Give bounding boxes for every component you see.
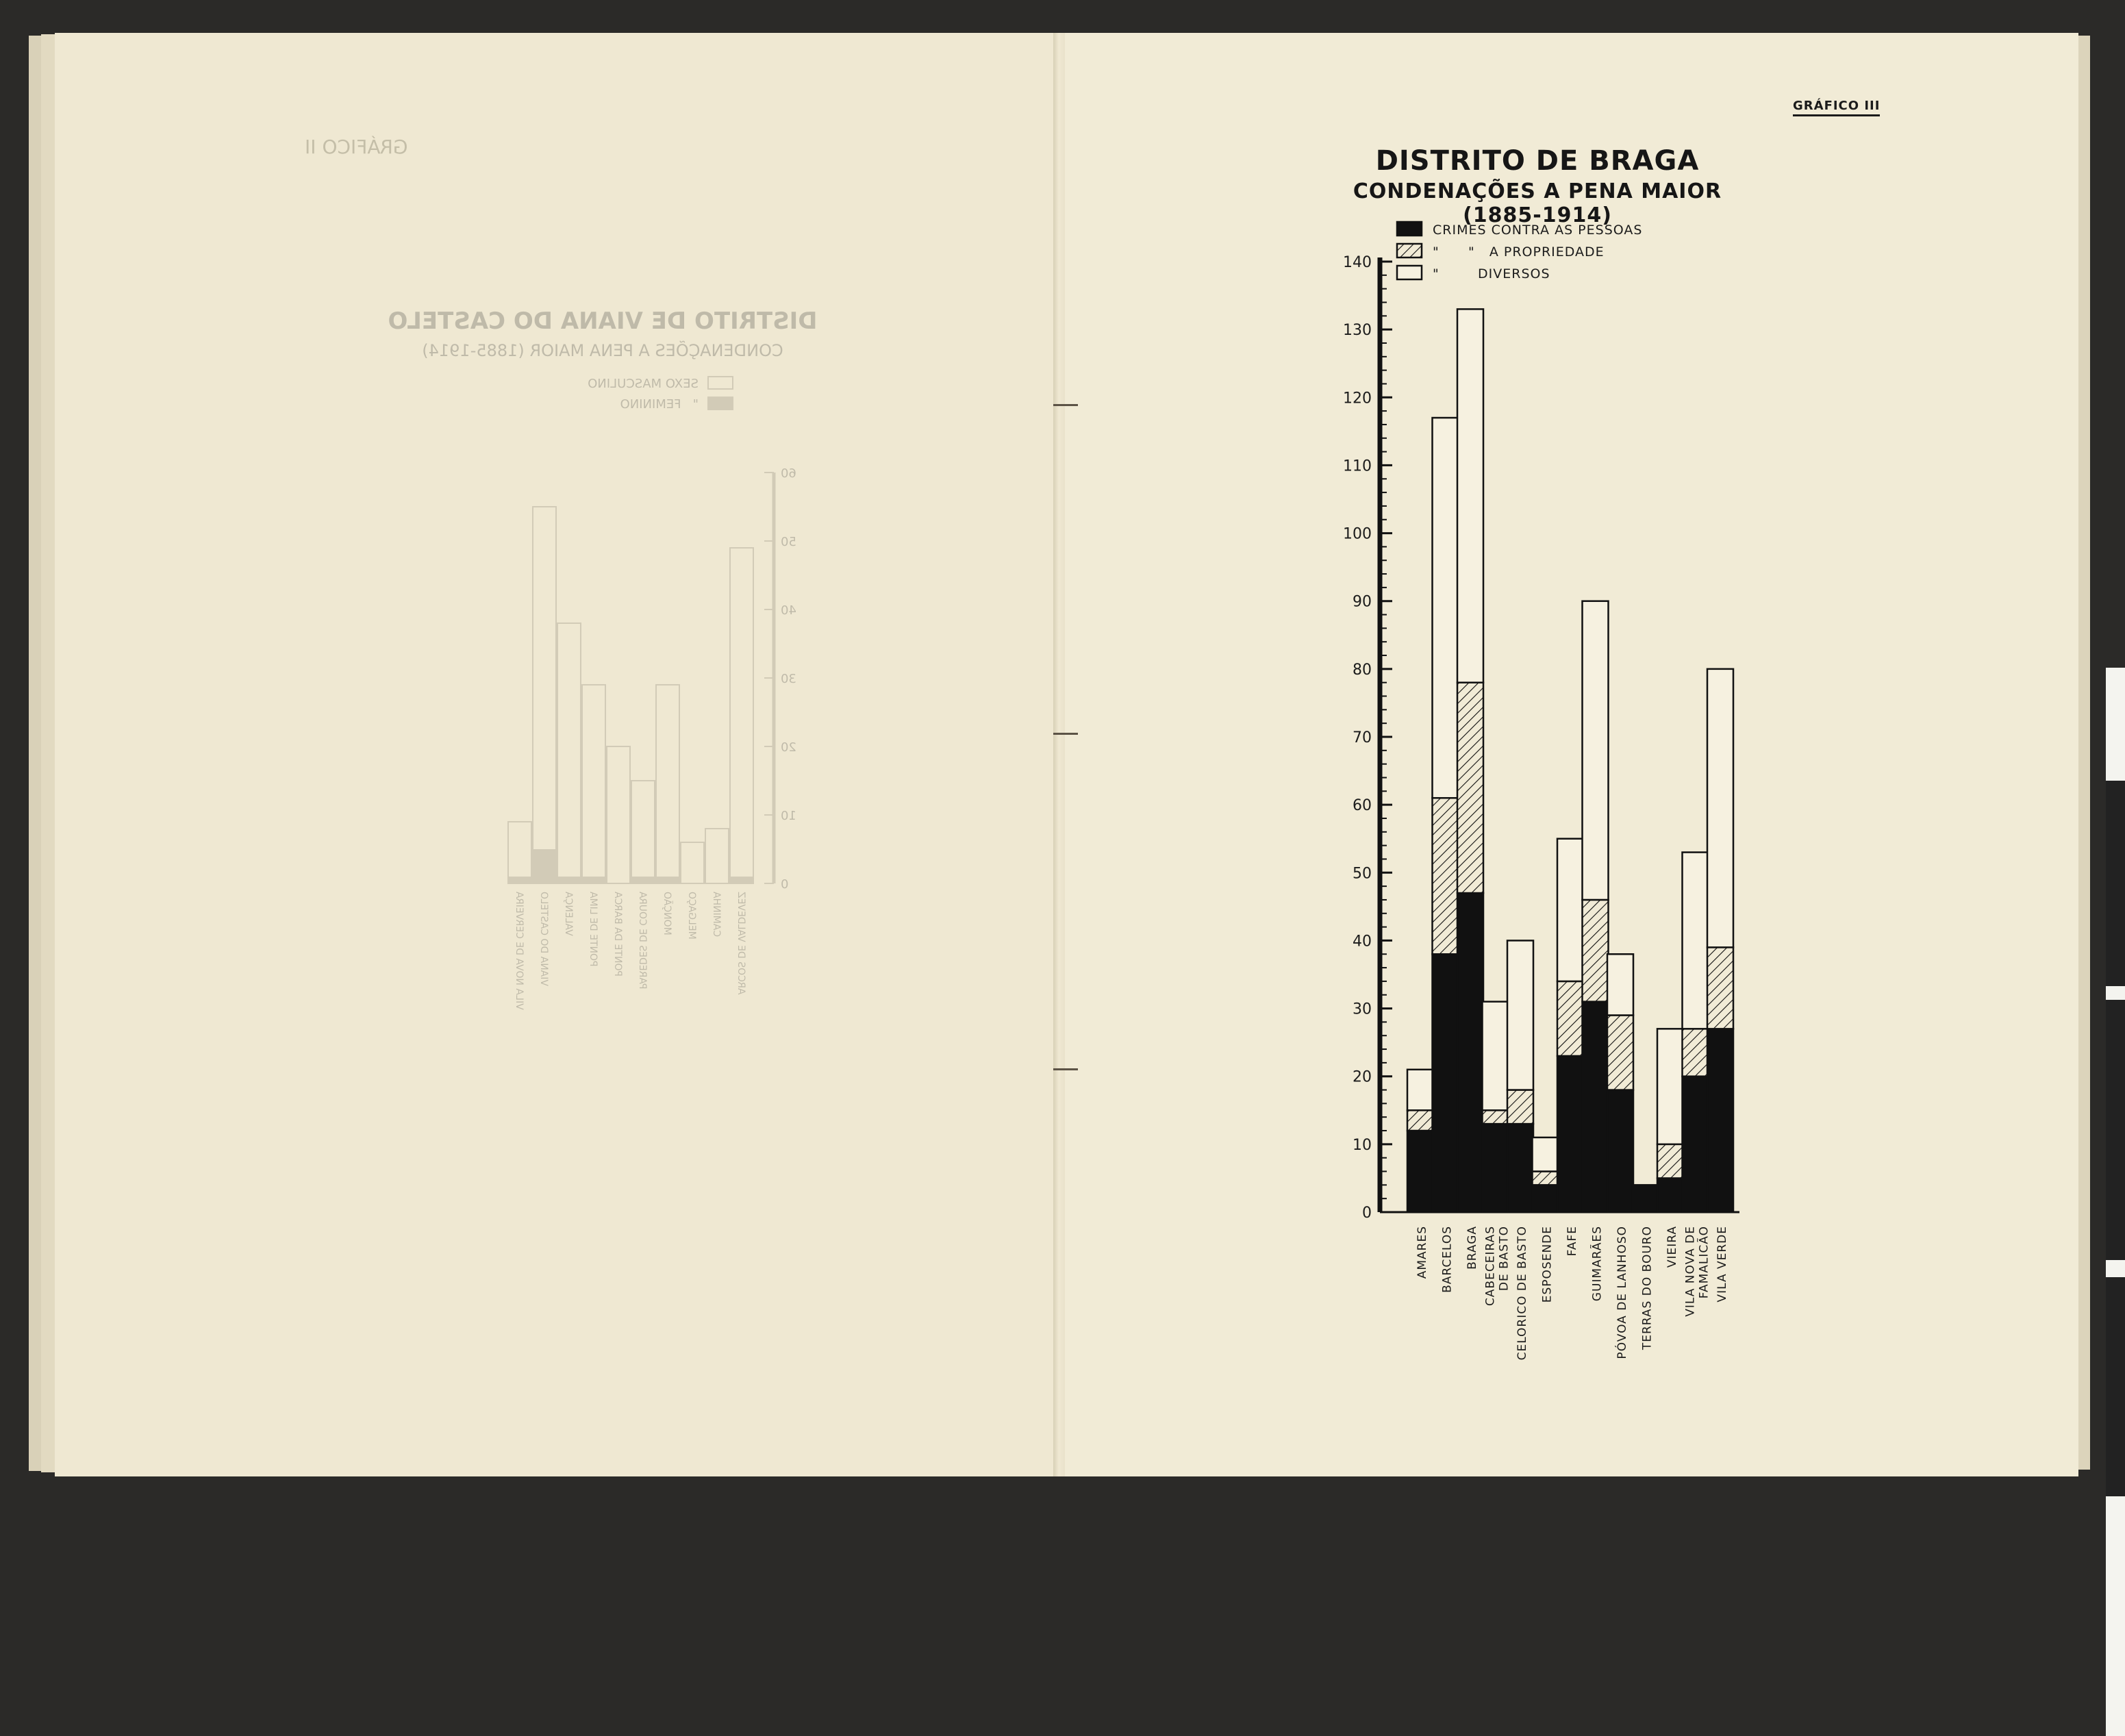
x-tick-label-line: TERRAS DO BOURO <box>1640 1226 1655 1350</box>
bar-segment-white <box>1557 839 1583 981</box>
bar-segment-solid <box>1483 1124 1509 1212</box>
x-tick-label <box>1614 1226 1629 1359</box>
x-tick-label <box>1665 1226 1679 1268</box>
ghost-x-label: PONTE DE LIMA <box>588 892 599 967</box>
x-tick-label-line: BARCELOS <box>1440 1226 1455 1293</box>
y-tick-label: 90 <box>1353 593 1372 611</box>
y-tick-label: 120 <box>1343 390 1372 407</box>
binding-stitch <box>1053 404 1078 406</box>
ghost-bar <box>533 507 556 883</box>
bar-segment-white <box>1607 954 1633 1015</box>
ghost-x-label: VIANA DO CASTELO <box>538 892 549 986</box>
ghost-y-tick-label: 30 <box>781 672 796 686</box>
ghost-y-tick-label: 10 <box>781 809 796 823</box>
ruler-black-segment <box>2106 1277 2125 1496</box>
x-tick-label <box>1484 1226 1511 1306</box>
ghost-bar-female <box>557 877 581 883</box>
x-tick-label <box>1466 1226 1479 1270</box>
bar-segment-solid <box>1683 1077 1709 1212</box>
y-tick-label: 70 <box>1353 729 1372 746</box>
bar-segment-hatched <box>1457 683 1483 893</box>
x-tick-label <box>1641 1226 1655 1350</box>
ghost-bar <box>631 781 655 883</box>
ghost-subtitle: CONDENAÇÕES A PENA MAIOR (1885-1914) <box>422 341 783 360</box>
ruler-black-segment <box>2106 1000 2125 1260</box>
ghost-legend-swatch <box>708 397 733 410</box>
bar-segment-hatched <box>1557 981 1583 1056</box>
x-tick-label-line: FAMALICÃO <box>1697 1226 1711 1299</box>
bar-segment-hatched <box>1707 947 1733 1029</box>
ghost-x-label: CAMINHA <box>711 892 722 938</box>
x-tick-label-line: FAFE <box>1566 1226 1579 1257</box>
y-tick-label: 100 <box>1343 525 1372 543</box>
ghost-bar <box>730 548 753 883</box>
ghost-x-label: MELGAÇO <box>686 892 697 940</box>
x-tick-label-line: AMARES <box>1416 1226 1429 1279</box>
x-tick-label-line: CELORICO DE BASTO <box>1516 1226 1529 1361</box>
ghost-bar <box>557 623 581 883</box>
stacked-bar-chart <box>1329 212 1739 1363</box>
ghost-y-tick-label: 0 <box>781 877 789 892</box>
bar-segment-solid <box>1533 1185 1559 1212</box>
legend-swatch-solid <box>1397 222 1422 236</box>
ghost-bar-female <box>631 877 655 883</box>
bar-segment-solid <box>1557 1056 1583 1212</box>
ghost-y-tick-label: 20 <box>781 740 796 755</box>
chart-svg <box>1329 212 1739 1363</box>
bar-segment-hatched <box>1407 1110 1433 1131</box>
x-tick-label <box>1516 1226 1529 1360</box>
legend-label: " DIVERSOS <box>1433 266 1550 281</box>
y-tick-label: 30 <box>1353 1001 1372 1018</box>
bar-segment-white <box>1533 1137 1559 1172</box>
bar-segment-hatched <box>1607 1015 1633 1090</box>
legend-swatch-hatched <box>1397 244 1422 257</box>
x-tick-label-line: ESPOSENDE <box>1540 1226 1555 1303</box>
ghost-x-label: MONÇÃO <box>662 892 672 935</box>
y-tick-label: 40 <box>1353 933 1372 951</box>
binding-stitch <box>1053 733 1078 735</box>
bar-segment-hatched <box>1657 1144 1683 1179</box>
bar-segment-hatched <box>1507 1090 1533 1124</box>
x-tick-label-line: BRAGA <box>1466 1226 1479 1270</box>
bar-segment-solid <box>1633 1185 1659 1212</box>
y-tick-label: 140 <box>1343 254 1372 271</box>
legend-label: CRIMES CONTRA AS PESSOAS <box>1433 223 1643 238</box>
ghost-y-tick-label: 40 <box>781 603 796 618</box>
bar-segment-hatched <box>1433 798 1459 954</box>
ghost-legend-label: " FEMININO <box>620 397 699 412</box>
x-tick-label <box>1416 1226 1429 1279</box>
bar-segment-solid <box>1657 1178 1683 1212</box>
bar-segment-solid <box>1407 1131 1433 1212</box>
y-tick-label: 80 <box>1353 661 1372 679</box>
bar-segment-white <box>1707 669 1733 947</box>
ghost-bar <box>607 746 630 883</box>
chart-subtitle: CONDENAÇÕES A PENA MAIOR (1885-1914) <box>1353 179 1722 227</box>
bar-segment-hatched <box>1533 1172 1559 1185</box>
x-tick-label-line: CABECEIRAS <box>1483 1226 1498 1307</box>
bar-segment-solid <box>1707 1029 1733 1212</box>
x-tick-label-line: PÓVOA DE LANHOSO <box>1615 1226 1629 1359</box>
bar-segment-solid <box>1507 1124 1533 1212</box>
bar-segment-white <box>1407 1070 1433 1110</box>
x-tick-label-line: GUIMARÃES <box>1590 1226 1605 1302</box>
bar-segment-white <box>1657 1029 1683 1144</box>
ghost-bar <box>508 822 531 883</box>
ghost-title: DISTRITO DE VIANA DO CASTELO <box>388 307 818 335</box>
ghost-legend-label: SEXO MASCULINO <box>588 377 699 391</box>
ghost-x-label: PAREDES DE COURA <box>637 892 648 990</box>
ghost-y-tick-label: 50 <box>781 535 796 549</box>
grafico-label: GRÁFICO III <box>1793 99 1880 116</box>
x-tick-label-line: DE BASTO <box>1497 1226 1511 1292</box>
ghost-bar <box>582 685 605 883</box>
x-tick-label <box>1589 1226 1605 1301</box>
ghost-bar <box>656 685 679 883</box>
ruler-black-segment <box>2106 781 2125 986</box>
bar-segment-solid <box>1583 1002 1609 1212</box>
bar-segment-hatched <box>1683 1029 1709 1076</box>
y-tick-label: 10 <box>1353 1136 1372 1154</box>
x-tick-label <box>1566 1226 1579 1256</box>
legend-label: " " A PROPRIEDADE <box>1433 244 1605 260</box>
x-tick-label-line: VIEIRA <box>1665 1226 1679 1268</box>
y-tick-label: 50 <box>1353 865 1372 883</box>
ghost-bar-female <box>508 877 531 883</box>
ghost-bar-female <box>730 877 753 883</box>
bar-segment-white <box>1483 1002 1509 1111</box>
bar-segment-white <box>1457 309 1483 682</box>
ghost-legend-swatch <box>708 377 733 389</box>
bar-segment-solid <box>1433 954 1459 1212</box>
ghost-bar <box>681 842 704 883</box>
ghost-x-label: VALENÇA <box>563 892 574 936</box>
y-tick-label: 110 <box>1343 457 1372 475</box>
ghost-bar <box>705 829 729 883</box>
x-tick-label-line: VILA VERDE <box>1715 1226 1729 1303</box>
ghost-bar-female <box>656 877 679 883</box>
bar-segment-solid <box>1457 893 1483 1212</box>
ghost-chart-show-through <box>383 301 822 1068</box>
y-tick-label: 0 <box>1362 1205 1372 1222</box>
bar-segment-white <box>1683 853 1709 1029</box>
legend-swatch-white <box>1397 266 1422 279</box>
ghost-x-label: PONTE DA BARCA <box>612 892 623 977</box>
chart-title: DISTRITO DE BRAGA <box>1375 145 1700 177</box>
y-tick-label: 130 <box>1343 322 1372 340</box>
x-tick-label <box>1541 1226 1555 1303</box>
ghost-y-tick-label: 60 <box>781 466 796 481</box>
bar-segment-hatched <box>1583 900 1609 1002</box>
ghost-bar-female <box>533 849 556 883</box>
ghost-x-label: ARCOS DE VALDEVEZ <box>735 892 746 995</box>
bar-segment-white <box>1583 601 1609 900</box>
bar-segment-white <box>1433 418 1459 798</box>
bar-segment-white <box>1507 940 1533 1090</box>
x-tick-label-line: VILA NOVA DE <box>1683 1226 1698 1317</box>
ghost-bar-female <box>582 877 605 883</box>
ghost-x-label: VILA NOVA DE CERVEIRA <box>514 892 525 1010</box>
x-tick-label <box>1441 1226 1455 1293</box>
bar-segment-hatched <box>1483 1110 1509 1124</box>
x-tick-label <box>1715 1226 1729 1303</box>
bar-segment-solid <box>1607 1090 1633 1212</box>
x-tick-label <box>1684 1226 1711 1317</box>
y-tick-label: 60 <box>1353 797 1372 815</box>
ghost-chart-svg <box>383 301 822 1068</box>
y-tick-label: 20 <box>1353 1068 1372 1086</box>
ghost-caption: GRÁFICO II <box>305 136 408 158</box>
binding-stitch <box>1053 1068 1078 1070</box>
